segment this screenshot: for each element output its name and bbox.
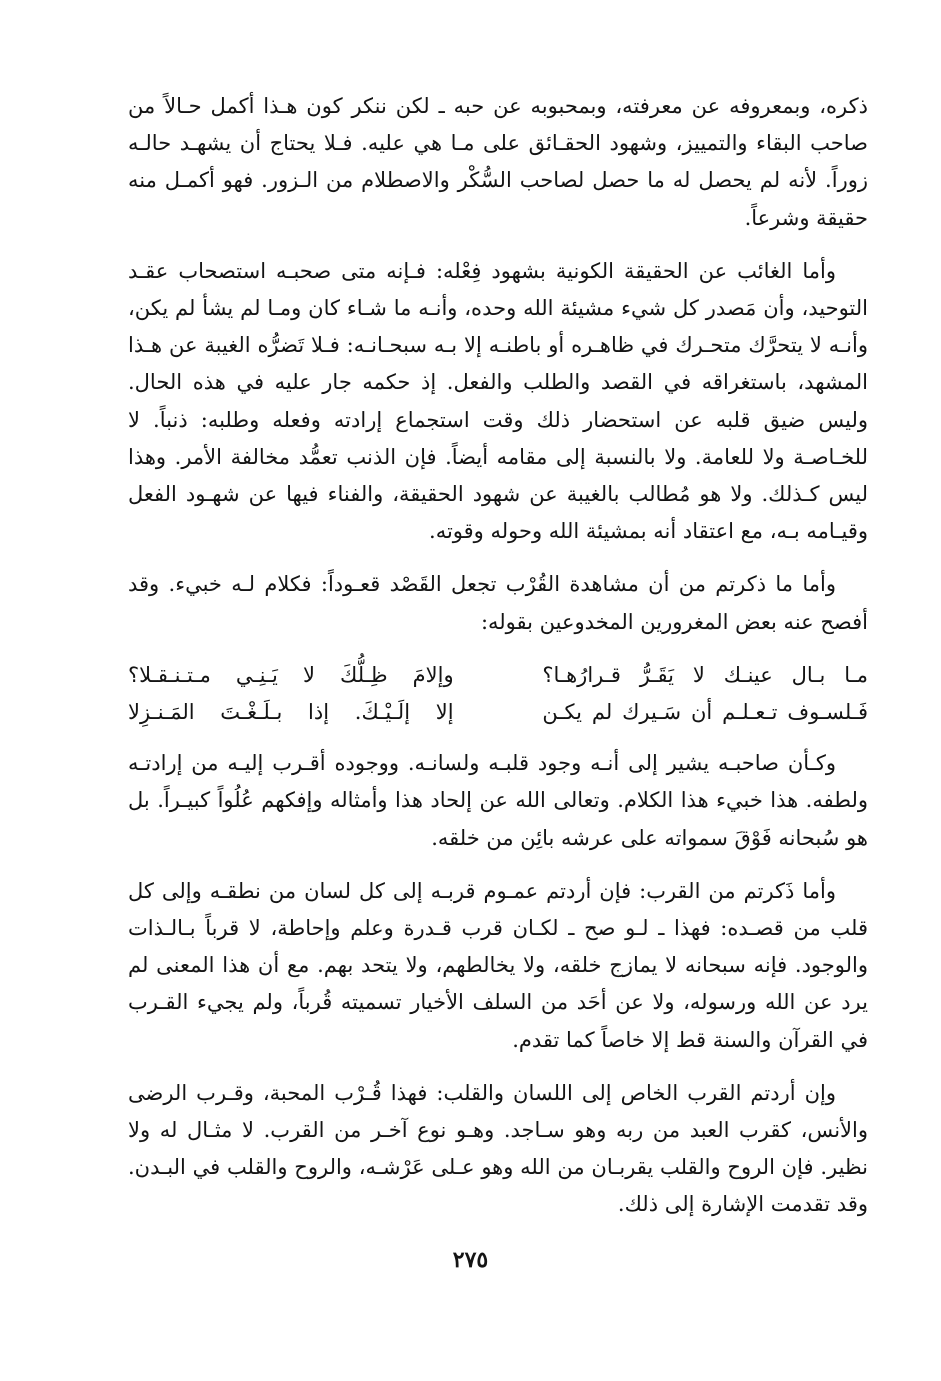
paragraph-2: وأما الغائب عن الحقيقة الكونية بشهود فِعْله: فـإنه متى صحبـه استصحاب عقـد التوحيد، وأن مَصدر كل شيء مشيئة الله وحده، وأنـه ما شـاء كان ومـا لم يشأ لم يكن، وأنـه لا يتحرَّك متحـرك في ظاهـره أو باطنـه إلا بـه سبحـانـه: فـلا تَضرُّه الغيبة عن هـذا المشهد، باستغراقه في القصد والطلب والفعل. إذ حكمه جار عليه في هذه الحال. وليس ضيق قلبه عن استحضار ذلك وقت استجماع إرادته وفعله وطلبه: ذنباً. لا للخـاصـة ولا للعامة. ولا بالنسبة إلى مقامه أيضاً. فإن الذنب تعمُّد مخالفة الأمر. وهذا ليس كـذلك. ولا هو مُطالب بالغيبة عن شهود الحقيقة، والفناء فيها عن شهـود الفعل وقيـامه بـه، مع اعتقاد أنه بمشيئة الله وحوله وقوته. — [128, 258, 868, 544]
paragraph-3: وأما ما ذكرتم من أن مشاهدة القُرْب تجعل القَصْد قعـوداً: فكلام لـه خبيء. وقد أفصح عنه بعض المغرورين المخدوعين بقوله: — [128, 572, 868, 634]
poem-verse — [128, 657, 868, 694]
poem-hemistich-first: مـا بـال عينـك لا يَقَـرُّ قـرارُهـا؟ — [542, 662, 868, 687]
paragraph-6: وإن أردتم القرب الخاص إلى اللسان والقلب: فهذا قُـرْب المحبة، وقـرب الرضى والأنس، كقرب العبد من ربه وهو سـاجد. وهـو نوع آخـر من القرب. لا مثـال له ولا نظير. فإن الروح والقلب يقربـان من الله وهو عـلى عَرْشـه، والروح والقلب في البـدن. وقد تقدمت الإشارة إلى ذلك. — [128, 1080, 868, 1217]
paragraph-1: ذكره، وبمعروفه عن معرفته، وبمحبوبه عن حبه ـ لكن ننكر كون هـذا أكمل حـالاً من صاحب البقاء والتمييز، وشهود الحقـائق على مـا هي عليه. فـلا يحتاج أن يشهـد حالـه زوراً. لأنه لم يحصل له ما حصل لصاحب السُّكْر والاصطلام من الـزور. فهو أكمـل منه حقيقة وشرعاً. — [128, 94, 869, 230]
paragraph-5: وأما ذَكرتم من القرب: فإن أردتم عمـوم قربـه إلى كل لسان من نطقـه وإلى كل قلب من قصـده: فهذا ـ لـو صح ـ لكـان قرب قـدرة وعلم وإحاطة، لا قرباً بـالـذات والوجود. فإنه سبحانه لا يمازج خلقه، ولا يخالطهم، ولا يتحد بهم. مع أن هذا المعنى لم يرد عن الله ورسوله، ولا عن أحَد من السلف الأخيار تسميته قُرباً، ولم يجيء القـرب في القرآن والسنة قط إلا خاصاً كما تقدم. — [128, 878, 868, 1052]
poem-hemistich-second: وإلامَ ظِـلُّكَ لا يَـنِـي مـتـنـقـلا؟ — [128, 662, 454, 687]
poem-hemistich-first: فَـلسـوف تـعـلـم أن سَـيرك لم يكـن — [542, 700, 868, 725]
poem-hemistich-second: إلا إلَـيْـكَ. إذا بـلَـغْـتَ المَـنـزِلا — [128, 700, 454, 725]
paragraph-4: وكـأن صاحبـه يشير إلى أنـه وجود قلبـه ولسانـه. ووجوده أقـرب إليـه من إرادتـه ولطفه. هذا خبيء هذا الكلام. وتعالى الله عن إلحاد هذا وأمثاله وإفكهم عُلُواً كبيـراً. بل هو سُبحانه فَوْقَ سمواته على عرشه بائِن من خلقه. — [128, 751, 868, 850]
page-body — [128, 88, 868, 1240]
poem-verse — [128, 694, 868, 731]
page-number: ٢٧٥ — [452, 1247, 489, 1273]
poem — [128, 657, 868, 731]
